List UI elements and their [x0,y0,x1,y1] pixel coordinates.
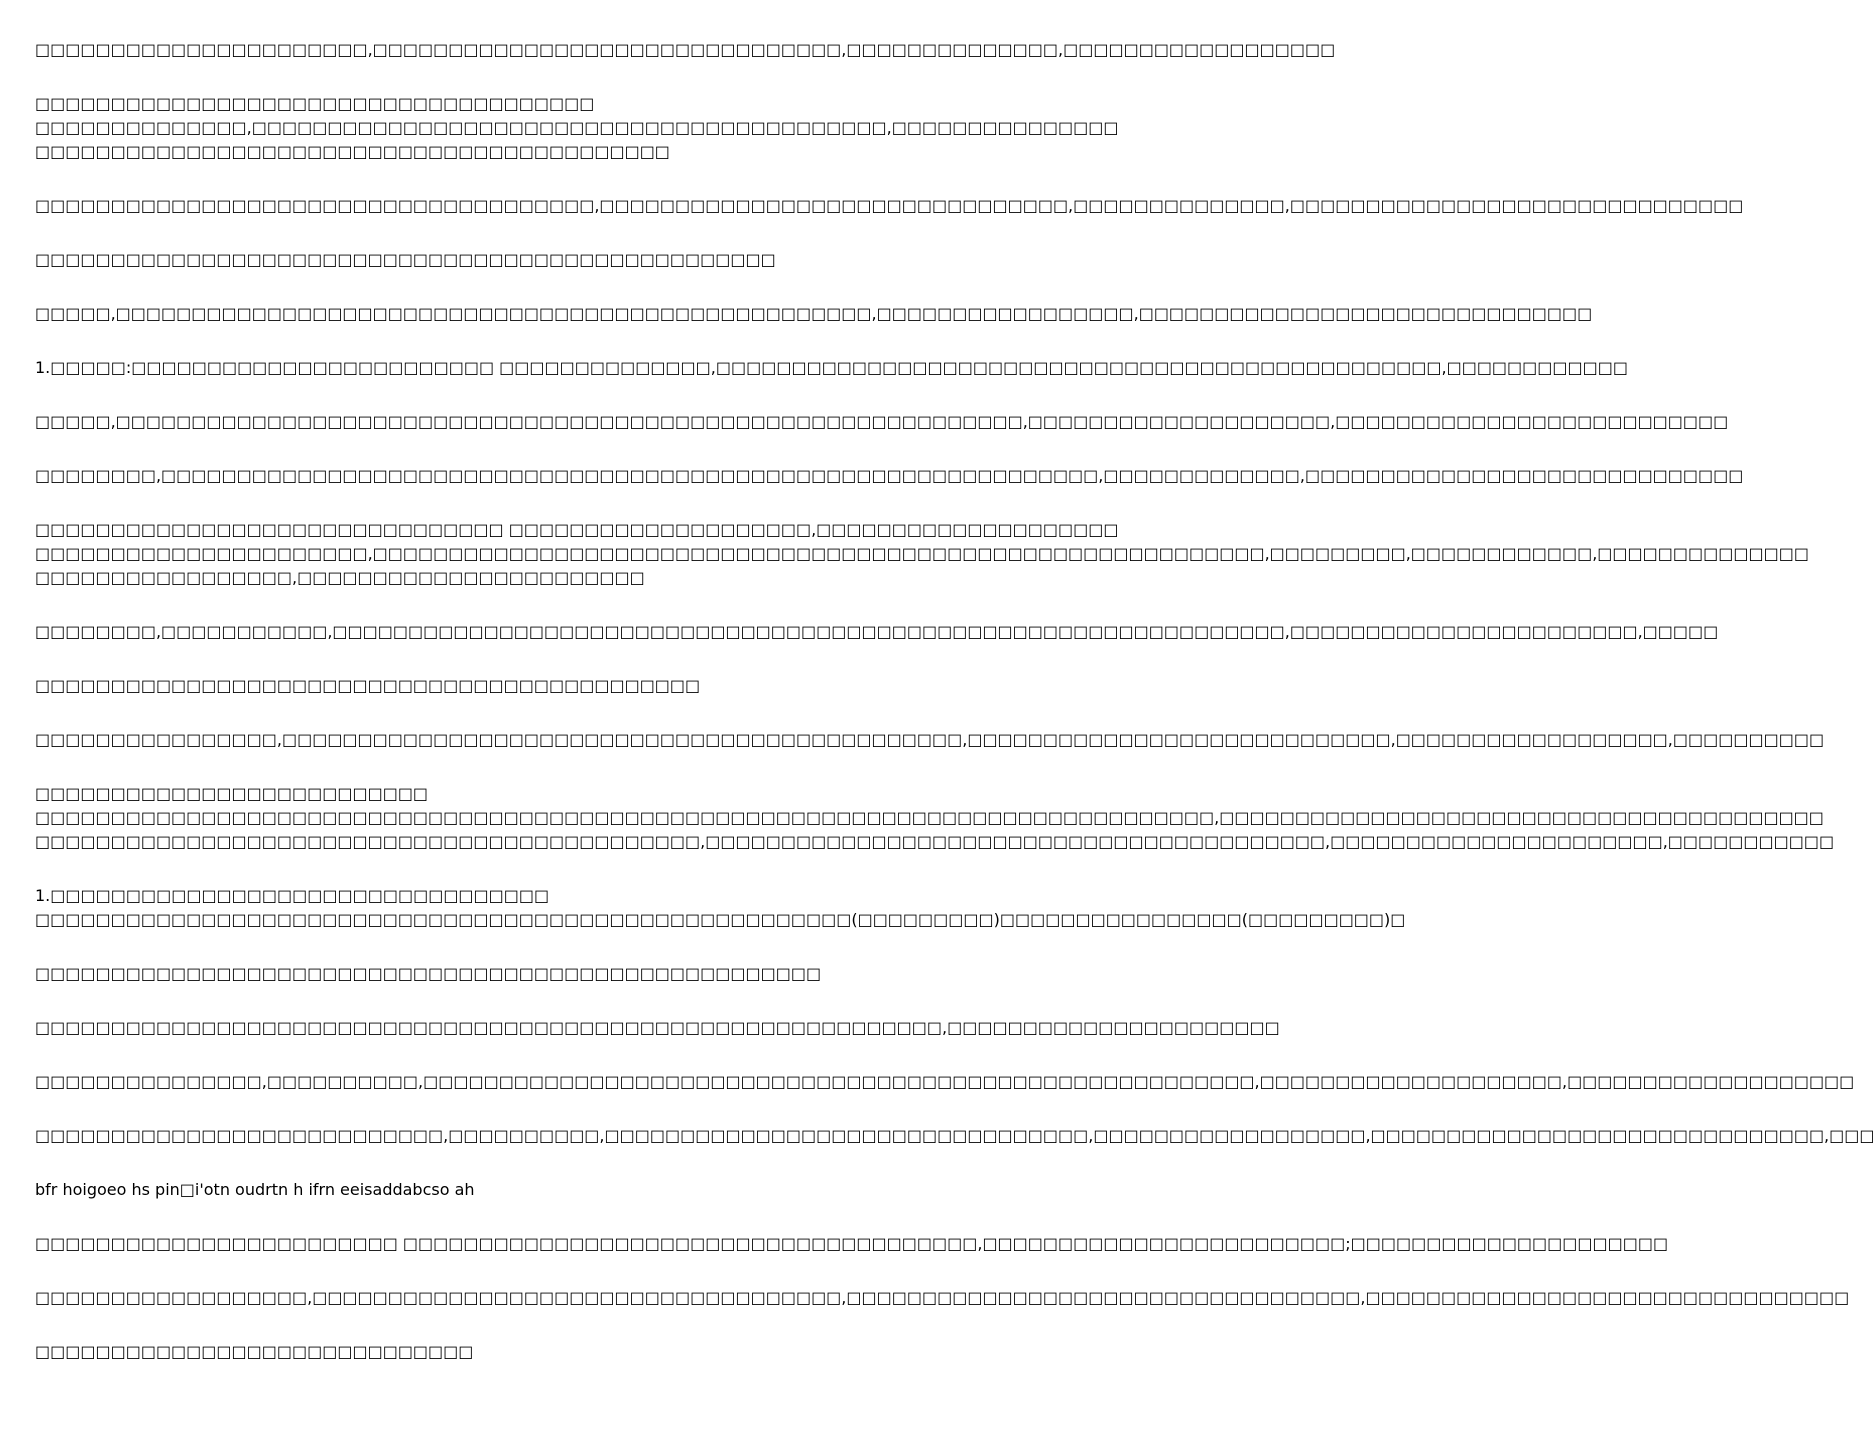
text-line: □□□□□□□□□□□□□□□□□□□□□□□□□□□□□□□□□□□□□□□□□□□□□□□□□□□□ [35,964,822,983]
text-line: □□□□□□□□□□□□□□□□□□□□□□□□□□□□□□□□□□□□□□□□□□□□□□□□□□□□□□□□□□□□□□□□□□□□□□□□□□□□□□,□□□□□□□□□□□□□□□□□□□□□□□□□□□□□□□□□□□□□□□□ [35,808,1824,827]
text-line: □□□□□□□□□□□□□□□□□□□□□□□□□□□□□□□□□□□□□□□□□□□□,□□□□□□□□□□□□□□□□□□□□□□□□□□□□□□□□□□□□□□□□□,□□□□□□□□□□□□□□□□□□□□□□,□□□□□□□□□□□ [35,832,1835,851]
text-line: □□□□□,□□□□□□□□□□□□□□□□□□□□□□□□□□□□□□□□□□□□□□□□□□□□□□□□□□,□□□□□□□□□□□□□□□□□,□□□□□□□□□□□□□□□□□□□□□□□□□□□□□□ [35,304,1593,323]
text-line: □□□□□□□□,□□□□□□□□□□□□□□□□□□□□□□□□□□□□□□□□□□□□□□□□□□□□□□□□□□□□□□□□□□□□□□,□□□□□□□□□□□□□,□□□□□□□□□□□□□□□□□□□□□□□□□□□□□ [35,466,1744,485]
text-line: □□□□□□□□□□□□□□□□□□□□□□□□□□□□□□□□□□□□□,□□□□□□□□□□□□□□□□□□□□□□□□□□□□□□□,□□□□□□□□□□□□□□,□□□□□□□□□□□□□□□□□□□□□□□□□□□□□□ [35,196,1744,215]
paragraph-20 [35,1232,1669,1256]
text-line: □□□□□□□□□□□□□□□□□□□□□□□□□□□□□□□□□□□□□□□□□□□□□□□□□□□□□□(□□□□□□□□□)□□□□□□□□□□□□□□□□(□□□□□□□□□)□ [35,910,1406,929]
paragraph-7 [35,410,1729,434]
paragraph-15 [35,962,990,986]
text-line: □□□□□□□□□□□□□□□□□□□□□□□□□□□□□□□□□□□□□□□□□□ [35,142,670,161]
paragraph-1 [35,38,1336,62]
document-body [35,38,1875,1394]
paragraph-17 [35,1070,1855,1094]
text-line: 1.□□□□□□□□□□□□□□□□□□□□□□□□□□□□□□□□□ [35,886,550,905]
text-line: □□□□□□□□□□□□□□□□□□□□□□□□□□□□□□□□□□□□□□□□□□□□□□□□□□□□□□□□□□□□,□□□□□□□□□□□□□□□□□□□□□□ [35,1018,1280,1037]
text-line: □□□□□□□□□□□□□□□□□□□□□□□□□□□□□□□□□□□□□ [35,94,595,113]
paragraph-5 [35,302,1593,326]
paragraph-4 [35,248,990,272]
paragraph-18 [35,1124,1875,1148]
paragraph-10 [35,620,1719,644]
text-line: □□□□□□□□□□□□□□□□□□□□□□,□□□□□□□□□□□□□□□□□□□□□□□□□□□□□□□□□□□□□□□□□□□□□□□□□□□□□□□□□□□,□□□□□□□□□,□□□□□□□□□□□□,□□□□□□□□□□□□□□ [35,544,1809,563]
text-line: □□□□□□□□□□□□□□□□□□□□□□□□□□□□□ [35,1342,474,1361]
text-line: □□□□□□□□□□□□□□□□□□□□□□□□□□□□□□□□□□□□□□□□□□□□□□□□□ [35,250,776,269]
text-line: □□□□□□□□□□□□□□□□□□□□□□□□□□□□□□□ □□□□□□□□□□□□□□□□□□□□,□□□□□□□□□□□□□□□□□□□□ [35,520,1119,539]
text-line: □□□□□□□□□□□□□□,□□□□□□□□□□□□□□□□□□□□□□□□□□□□□□□□□□□□□□□□□□,□□□□□□□□□□□□□□□ [35,118,1119,137]
paragraph-9 [35,518,1809,590]
paragraph-11 [35,674,990,698]
text-line: 1.□□□□□:□□□□□□□□□□□□□□□□□□□□□□□□ □□□□□□□□□□□□□□,□□□□□□□□□□□□□□□□□□□□□□□□□□□□□□□□□□□□□□□□□□□□□□□□,□□□□□□□□□□□□ [35,358,1628,377]
text-line: □□□□□□□□□□□□□□□□□□□□□□□□□□ [35,784,429,803]
paragraph-3 [35,194,1744,218]
text-line: □□□□□□□□□□□□□□□□□□,□□□□□□□□□□□□□□□□□□□□□□□□□□□□□□□□□□□,□□□□□□□□□□□□□□□□□□□□□□□□□□□□□□□□□□,□□□□□□□□□□□□□□□□□□□□□□□□□□□□□□□□ [35,1288,1850,1307]
text-line: □□□□□□□□□□□□□□□□□□□□□□□□ □□□□□□□□□□□□□□□□□□□□□□□□□□□□□□□□□□□□□□,□□□□□□□□□□□□□□□□□□□□□□□□;□□□□□□□□□□□□□□□□□□□□□ [35,1234,1669,1253]
paragraph-12 [35,728,1825,752]
text-line: □□□□□□□□□□□□□□□□□,□□□□□□□□□□□□□□□□□□□□□□□ [35,568,645,587]
text-line: □□□□□□□□□□□□□□□□,□□□□□□□□□□□□□□□□□□□□□□□□□□□□□□□□□□□□□□□□□□□□□,□□□□□□□□□□□□□□□□□□□□□□□□□□□□,□□□□□□□□□□□□□□□□□□,□□□□□□□□□□ [35,730,1825,749]
text-line: bfr hoigoeo hs pin□i'otn oudrtn h ifrn eeisaddabcso ah [35,1180,475,1199]
text-line: □□□□□□□□,□□□□□□□□□□□,□□□□□□□□□□□□□□□□□□□□□□□□□□□□□□□□□□□□□□□□□□□□□□□□□□□□□□□□□□□□□□□,□□□□□□□□□□□□□□□□□□□□□□□,□□□□□ [35,622,1719,641]
text-line: □□□□□□□□□□□□□□□,□□□□□□□□□□,□□□□□□□□□□□□□□□□□□□□□□□□□□□□□□□□□□□□□□□□□□□□□□□□□□□□□□□,□□□□□□□□□□□□□□□□□□□□,□□□□□□□□□□□□□□□□□□□ [35,1072,1855,1091]
paragraph-14 [35,884,1406,932]
paragraph-8 [35,464,1744,488]
paragraph-21 [35,1286,1850,1310]
paragraph-19 [35,1178,990,1202]
text-line: □□□□□□□□□□□□□□□□□□□□□□□□□□□,□□□□□□□□□□,□□□□□□□□□□□□□□□□□□□□□□□□□□□□□□□□,□□□□□□□□□□□□□□□□□□,□□□□□□□□□□□□□□□□□□□□□□□□□□□□□□,□□□ [35,1126,1875,1145]
paragraph-6 [35,356,1628,380]
text-line: □□□□□,□□□□□□□□□□□□□□□□□□□□□□□□□□□□□□□□□□□□□□□□□□□□□□□□□□□□□□□□□□□□,□□□□□□□□□□□□□□□□□□□□,□□□□□□□□□□□□□□□□□□□□□□□□□□ [35,412,1729,431]
paragraph-22 [35,1340,990,1364]
paragraph-16 [35,1016,1280,1040]
paragraph-13 [35,782,1835,854]
text-line: □□□□□□□□□□□□□□□□□□□□□□,□□□□□□□□□□□□□□□□□□□□□□□□□□□□□□□,□□□□□□□□□□□□□□,□□□□□□□□□□□□□□□□□□ [35,40,1336,59]
text-line: □□□□□□□□□□□□□□□□□□□□□□□□□□□□□□□□□□□□□□□□□□□□ [35,676,701,695]
paragraph-2 [35,92,1119,164]
